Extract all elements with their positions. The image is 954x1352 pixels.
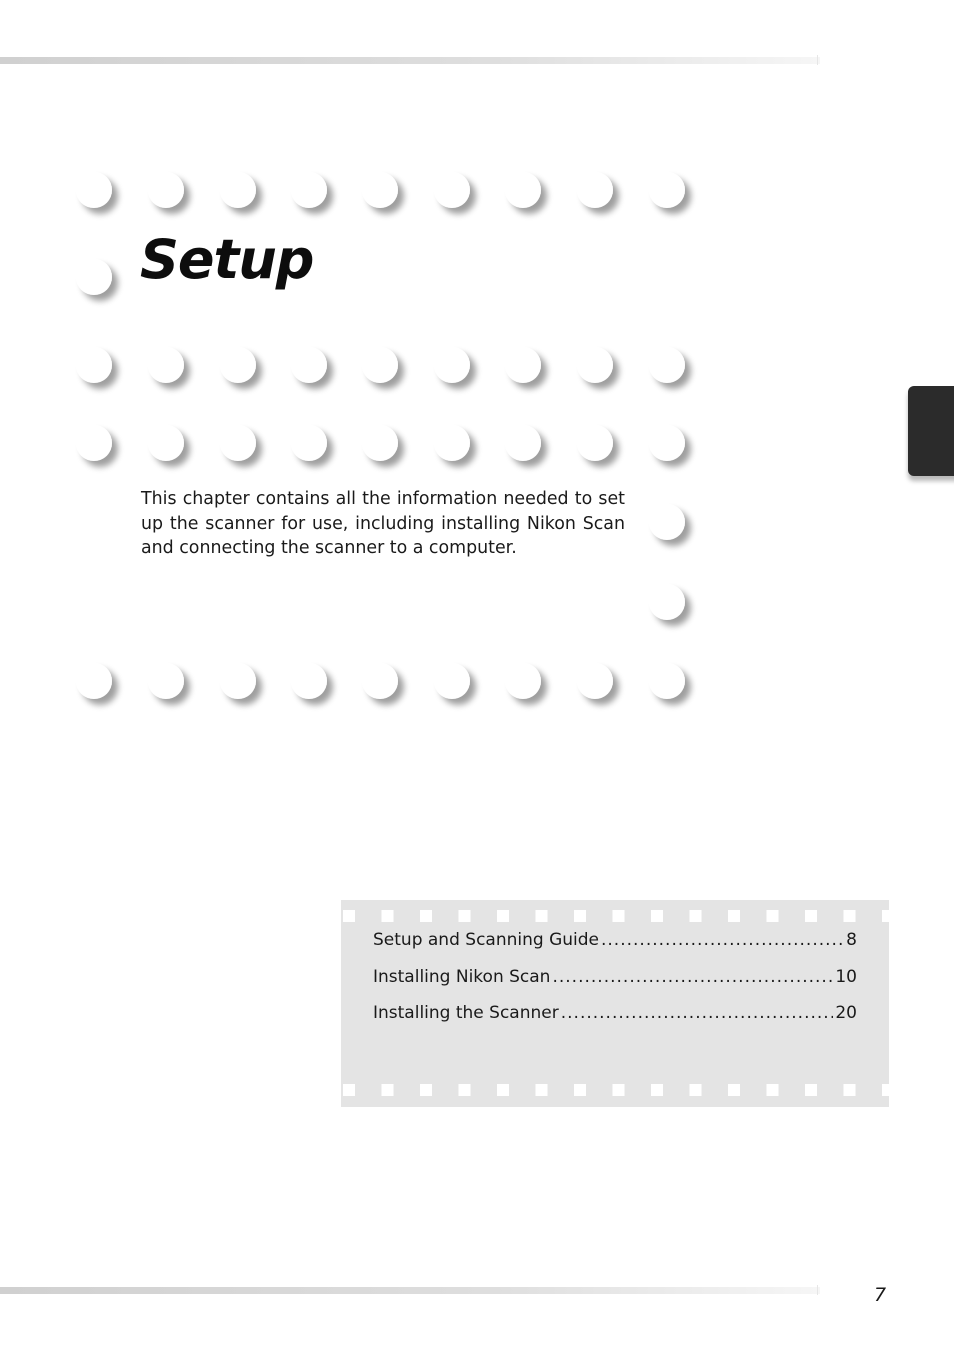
decorative-dot — [577, 663, 613, 699]
chapter-tab — [908, 386, 954, 476]
film-perforation — [536, 1084, 548, 1096]
film-perforation — [651, 910, 663, 922]
decorative-dot — [148, 347, 184, 383]
decorative-dot — [291, 425, 327, 461]
decorative-dot — [505, 347, 541, 383]
film-perforation — [382, 910, 394, 922]
decorative-dot — [577, 425, 613, 461]
decorative-dot — [649, 347, 685, 383]
toc-leader — [552, 967, 833, 987]
film-perforation — [574, 910, 586, 922]
toc-list — [373, 930, 857, 1040]
decorative-dot — [291, 663, 327, 699]
toc-item-label: Setup and Scanning Guide — [373, 930, 599, 950]
decorative-dot — [434, 172, 470, 208]
film-perforation — [382, 1084, 394, 1096]
film-perforation — [497, 910, 509, 922]
chapter-intro: This chapter contains all the information needed to set up the scanner for use, including installing Nikon Scan and connecting the scanner to a computer. — [141, 489, 625, 558]
decorative-dot — [434, 663, 470, 699]
film-perforation — [767, 1084, 779, 1096]
toc-item-label: Installing Nikon Scan — [373, 966, 551, 987]
decorative-dot — [434, 347, 470, 383]
toc-box — [341, 900, 889, 1107]
decorative-dot — [291, 347, 327, 383]
film-perforation — [497, 1084, 509, 1096]
film-perforation — [882, 1084, 889, 1096]
film-perforation — [420, 910, 432, 922]
decorative-dot — [362, 663, 398, 699]
decorative-dot — [649, 172, 685, 208]
decorative-dot — [505, 663, 541, 699]
decorative-dot — [362, 172, 398, 208]
film-perforation — [343, 910, 355, 922]
decorative-dot — [649, 504, 685, 540]
film-perforation — [728, 910, 740, 922]
decorative-dot — [649, 584, 685, 620]
toc-item-page: 8 — [846, 930, 857, 950]
decorative-dot — [220, 172, 256, 208]
film-perforation — [574, 1084, 586, 1096]
film-perforation — [459, 910, 471, 922]
decorative-dot — [577, 172, 613, 208]
page-number: 7 — [873, 1284, 887, 1306]
decorative-dot — [220, 347, 256, 383]
decorative-dot — [291, 172, 327, 208]
decorative-dot — [76, 347, 112, 383]
bottom-rule — [0, 1287, 820, 1294]
toc-item-page: 10 — [835, 966, 857, 987]
decorative-dot — [76, 172, 112, 208]
decorative-dot — [220, 425, 256, 461]
decorative-dot — [76, 259, 112, 295]
film-perforation — [844, 910, 856, 922]
film-perforation — [805, 910, 817, 922]
decorative-dot — [577, 347, 613, 383]
decorative-dot — [434, 425, 470, 461]
decorative-dot — [148, 663, 184, 699]
film-perforation — [613, 910, 625, 922]
film-perforation — [882, 910, 889, 922]
toc-item-installing-nikon-scan[interactable] — [373, 967, 857, 1004]
decorative-dot — [649, 663, 685, 699]
film-perforation — [420, 1084, 432, 1096]
film-perforation — [844, 1084, 856, 1096]
toc-item-installing-scanner[interactable] — [373, 1003, 857, 1040]
film-perforation — [690, 910, 702, 922]
film-perforation — [459, 1084, 471, 1096]
toc-leader — [601, 930, 844, 950]
decorative-dot — [505, 425, 541, 461]
film-perforation — [805, 1084, 817, 1096]
film-perforation — [343, 1084, 355, 1096]
decorative-dot — [148, 172, 184, 208]
decorative-dot — [362, 425, 398, 461]
film-perforation — [767, 910, 779, 922]
decorative-dot — [76, 663, 112, 699]
film-perforation — [690, 1084, 702, 1096]
decorative-dot — [649, 425, 685, 461]
chapter-title: Setup — [140, 228, 314, 291]
toc-item-label: Installing the Scanner — [373, 1003, 559, 1023]
toc-item-page: 20 — [835, 1003, 857, 1023]
film-perforation — [728, 1084, 740, 1096]
toc-item-setup-guide[interactable] — [373, 930, 857, 967]
film-perforation — [536, 910, 548, 922]
film-perforation — [651, 1084, 663, 1096]
film-perforation — [613, 1084, 625, 1096]
decorative-dot — [362, 347, 398, 383]
decorative-dot — [505, 172, 541, 208]
toc-leader — [561, 1003, 834, 1023]
decorative-dot — [76, 425, 112, 461]
decorative-dot — [148, 425, 184, 461]
bottom-rule-tick — [817, 1285, 818, 1295]
decorative-dot — [220, 663, 256, 699]
